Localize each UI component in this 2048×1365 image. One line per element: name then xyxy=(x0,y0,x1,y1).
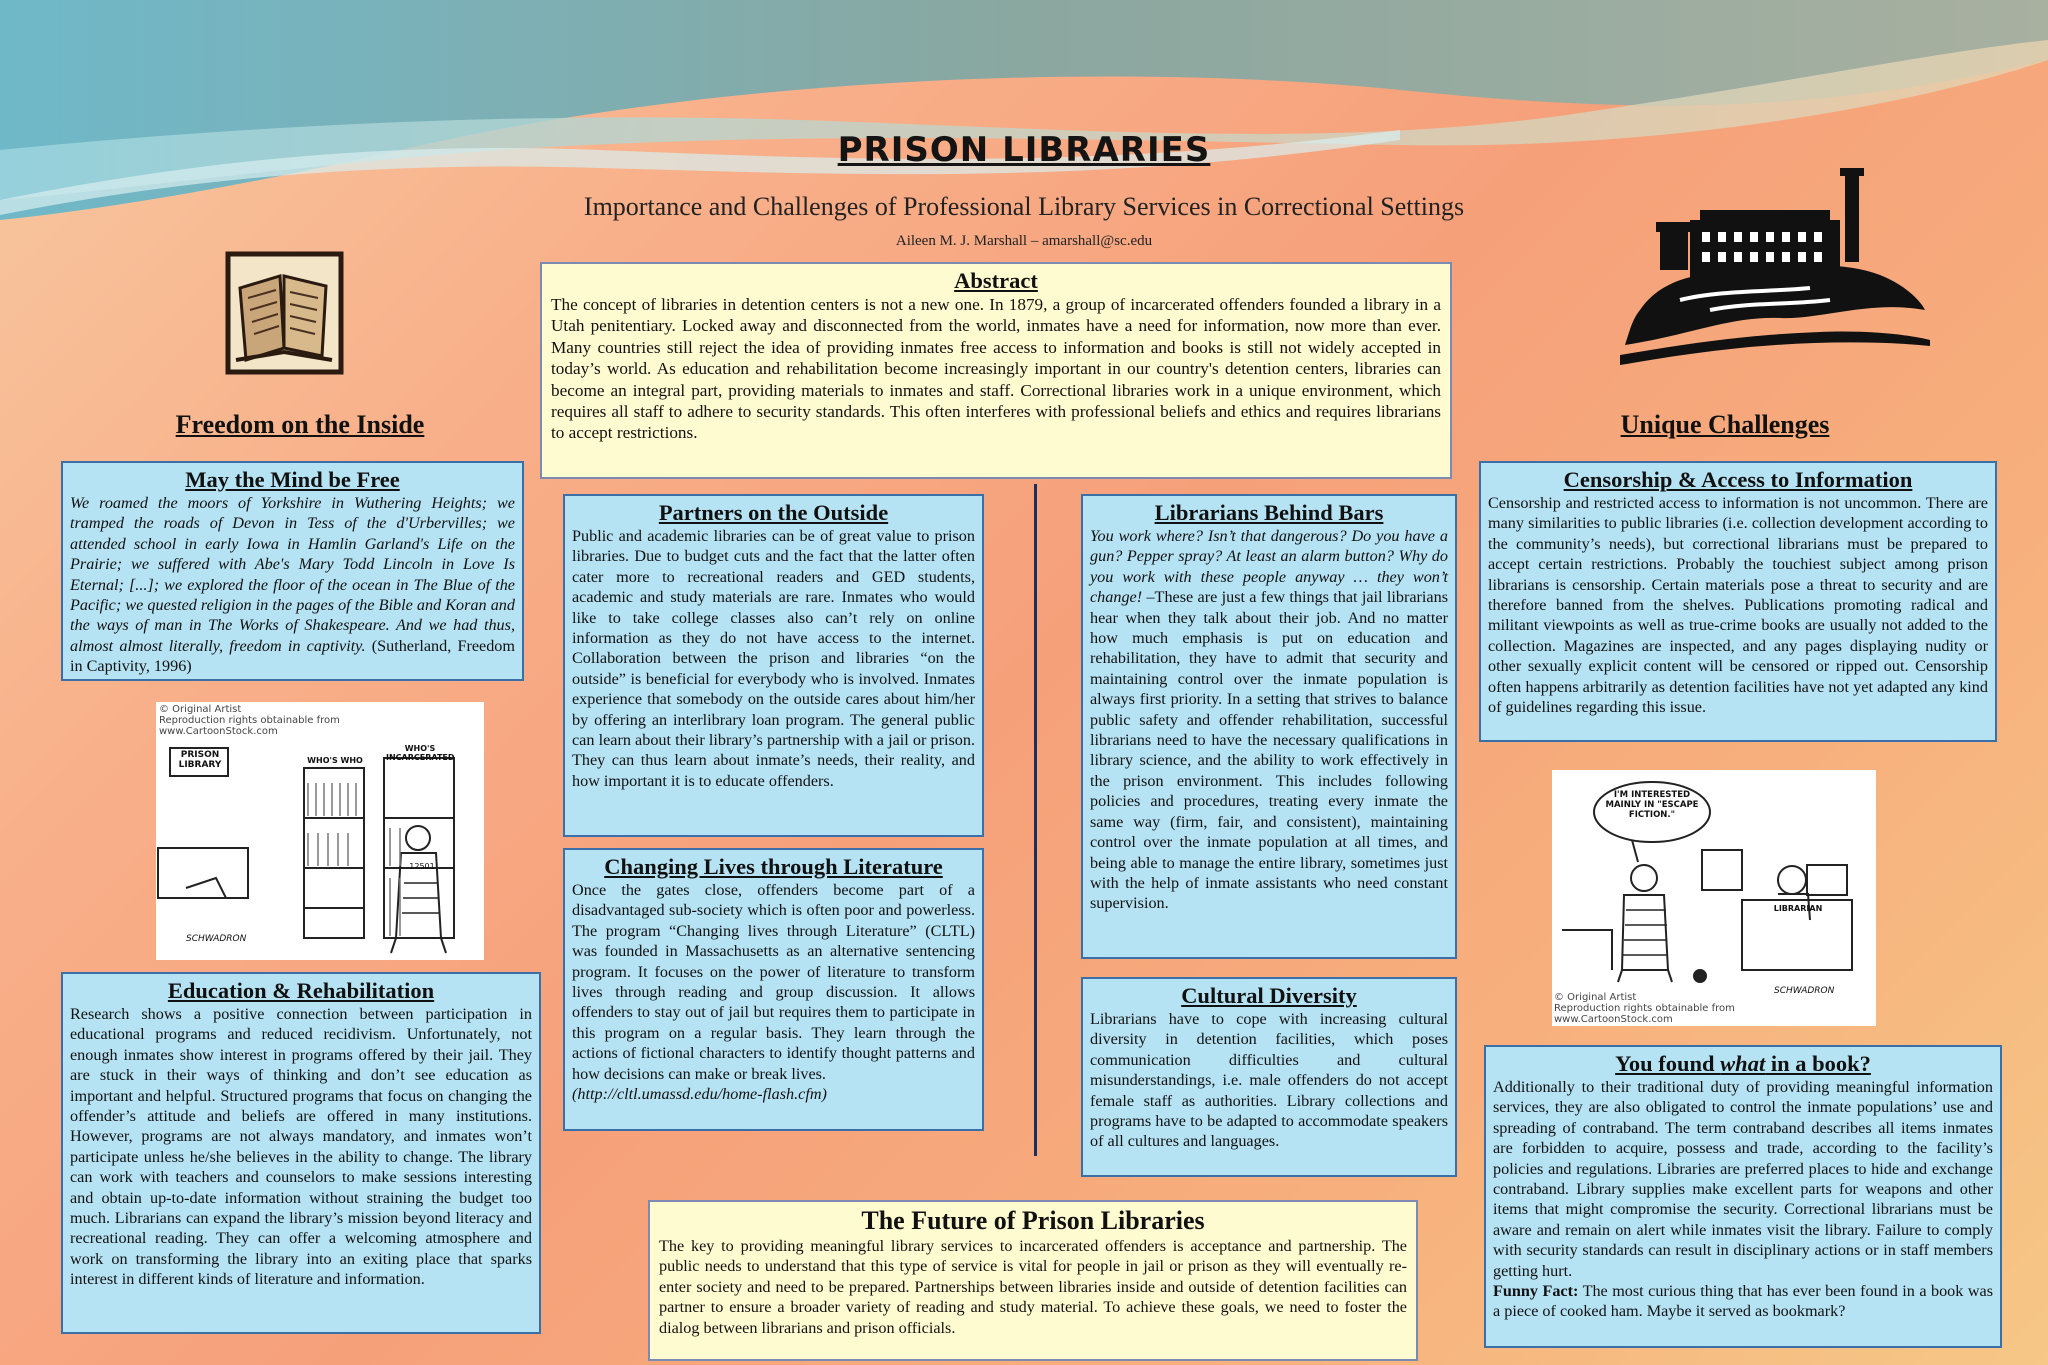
found-panel xyxy=(1484,1045,2002,1348)
abstract-heading: Abstract xyxy=(954,268,1038,293)
education-text: Research shows a positive connection between participation in educational programs and reduced recidivism. Unfortunately, not enough inmates show interest in programs offered by their jail. They are stuck in their ways of thinking and don’t see education as important and helpful. Structured programs that focus on changing the offender’s attitude and beliefs are offered in many institutions. However, programs are not always mandatory, and inmates won’t participate unless he/she believes in the ability to change. The library can work with teachers and counselors to make sessions interesting and obtain up-to-date information without straining the budget too much. Librarians can expand the library’s mission beyond literacy and recreational reading. They can offer a welcoming atmosphere and work on transforming the library into an exiting place that sparks interest in different kinds of literature and information. xyxy=(70,1005,532,1289)
cartoon-right-desk: LIBRARIAN xyxy=(1773,904,1823,913)
changing-heading: Changing Lives through Literature xyxy=(604,854,943,879)
cartoon-left-sign2: WHO'S WHO xyxy=(307,756,363,765)
abstract-text: The concept of libraries in detention centers is not a new one. In 1879, a group of incarcerated offenders founded a library in a Utah penitentiary. Locked away and disconnected from the world, inmates have a need for information, now more than ever. Many countries still reject the idea of providing inmates free access to information and books is still not widely accepted in today’s world. As education and rehabilitation become increasingly important in our country's detention centers, libraries can become an integral part, providing materials to inmates and staff. Correctional libraries work in a unique environment, which requires all staff to adhere to security standards. This often interferes with professional beliefs and ethics and requires librarians to accept restrictions. xyxy=(551,295,1441,443)
cartoon-left-credit2: Reproduction rights obtainable from xyxy=(159,715,340,726)
funny-fact-text: The most curious thing that has ever been found in a book was a piece of cooked ham. Maybe it served as bookmark? xyxy=(1493,1282,1994,1321)
left-section-heading: Freedom on the Inside xyxy=(175,410,425,439)
cartoon-left-drawing xyxy=(156,738,484,960)
cartoon-prison-library xyxy=(156,702,484,960)
changing-link[interactable]: (http://cltl.umassd.edu/home-flash.cfm) xyxy=(572,1085,827,1104)
diversity-text: Librarians have to cope with increasing cultural diversity in detention facilities, which poses communication difficulties and cultural misunderstandings, i.e. male offenders do not accept female staff as authorities. Library collections and programs have to be adapted to accommodate speakers of all cultures and languages. xyxy=(1090,1010,1448,1151)
behind-heading: Librarians Behind Bars xyxy=(1154,500,1384,525)
censorship-heading: Censorship & Access to Information xyxy=(1563,467,1913,492)
mind-quote: We roamed the moors of Yorkshire in Wuthering Heights; we tramped the roads of Devon in Tess of the d'Urbervilles; we attended school in early Iowa in Hamlin Garland's Life on the Prairie; we suffered with Abe's Mary Todd Lincoln in Love Is Eternal; [...]; we explored the floor of the ocean in The Blue of the Pacific; we quested religion in the pages of the Bible and Koran and the ways of man in The Works of Shakespeare. And we had thus, almost almost literally, freedom in captivity. xyxy=(70,494,515,655)
found-heading xyxy=(1493,1051,1993,1077)
funny-fact-label: Funny Fact: xyxy=(1493,1282,1579,1301)
partners-text: Public and academic libraries can be of great value to prison libraries. Due to budget cuts and the fact that the latter often cater more to recreational readers and GED students, academic and study materials are rare. Inmates who would like to take college classes also can’t rely on online information as they do not have access to the internet. Collaboration between the prison and libraries “on the outside” is beneficial for everybody who is involved. Inmates experience that somebody on the outside cares about him/her by offering an interlibrary loan program. The general public can learn about their library’s partnership with a jail or prison. They can thus learn about inmate’s needs, their reality, and how important it is to educate offenders. xyxy=(572,527,975,790)
cartoon-left-sign1: PRISON LIBRARY xyxy=(178,750,222,770)
found-heading-post: in a book? xyxy=(1765,1051,1871,1076)
cartoon-right-speech: I'M INTERESTED MAINLY IN "ESCAPE FICTION." xyxy=(1605,790,1699,820)
center-divider xyxy=(1034,484,1037,1156)
cartoon-right-artist: SCHWADRON xyxy=(1774,986,1835,996)
censorship-text: Censorship and restricted access to information is not uncommon. There are many similarities to public libraries (i.e. collection development according to the community’s needs), but correctional librarians must be prepared to accept certain restrictions. Probably the touchiest subject among prison librarians is censorship. Certain materials pose a threat to security and are therefore banned from the shelves. Publications promoting radical and militant viewpoints as well as true-crime books are usually not added to the collection. Magazines are inspected, and any pages displaying nudity or other sexually explicit content will be censored or ripped out. Censorship often happens arbitrarily as detention facilities have not yet adapted any kind of guidelines regarding this issue. xyxy=(1488,494,1988,717)
diversity-heading: Cultural Diversity xyxy=(1181,983,1357,1008)
prison-island-icon xyxy=(1620,160,1930,370)
cartoon-right-credit1: © Original Artist xyxy=(1554,992,1637,1003)
changing-panel xyxy=(563,848,984,1131)
future-heading: The Future of Prison Libraries xyxy=(861,1206,1205,1235)
future-text: The key to providing meaningful library services to incarcerated offenders is acceptance and partnership. The public needs to understand that this type of service is vital for people in jail or prison as they will eventually re-enter society and need to be prepared. Partnerships between libraries inside and outside of detention facilities can partner to ensure a broader variety of reading and study material. To achieve these goals, we need to foster the dialog between librarians and prison officials. xyxy=(659,1237,1407,1337)
cartoon-right-credit3: www.CartoonStock.com xyxy=(1554,1014,1673,1025)
mind-citation: (Sutherland, Freedom in Captivity, 1996) xyxy=(70,636,515,676)
right-section-heading: Unique Challenges xyxy=(1620,410,1830,439)
behind-panel xyxy=(1081,494,1457,959)
education-heading: Education & Rehabilitation xyxy=(167,978,435,1003)
cartoon-right-drawing xyxy=(1552,770,1876,988)
cartoon-left-number: 12501 xyxy=(409,862,435,871)
cartoon-left-credit3: www.CartoonStock.com xyxy=(159,726,278,737)
found-heading-pre: You found xyxy=(1615,1051,1721,1076)
diversity-panel xyxy=(1081,977,1457,1177)
censorship-panel xyxy=(1479,461,1997,742)
poster-subtitle: Importance and Challenges of Professional Library Services in Correctional Settings xyxy=(583,192,1465,221)
poster-title: PRISON LIBRARIES xyxy=(837,130,1211,170)
abstract-panel xyxy=(540,262,1452,479)
cartoon-left-artist: SCHWADRON xyxy=(186,934,247,944)
behind-quote: You work where? Isn’t that dangerous? Do you have a gun? Pepper spray? At least an alarm button? Why do you work with these people anyway … they won’t change! xyxy=(1090,527,1448,607)
cartoon-escape-fiction xyxy=(1552,770,1876,1026)
education-panel xyxy=(61,972,541,1334)
cartoon-left-credit1: © Original Artist xyxy=(159,704,242,715)
cartoon-right-credit2: Reproduction rights obtainable from xyxy=(1554,1003,1735,1014)
future-panel xyxy=(648,1200,1418,1361)
mind-heading: May the Mind be Free xyxy=(185,467,400,492)
book-icon xyxy=(222,248,347,378)
partners-panel xyxy=(563,494,984,837)
cartoon-left-sign3: WHO'S INCARCERATED xyxy=(386,744,455,762)
behind-text: –These are just a few things that jail librarians hear when they talk about their job. And no matter how much emphasis is put on education and rehabilitation, they have to admit that security and maintaining control over the inmate population is always first priority. In a setting that strives to balance public safety and offender rehabilitation, successful librarians need to have the necessary qualifications in library science, and the ability to work effectively in the prison environment. This includes following policies and procedures, treating every inmate the same way (firm, fair, and consistent), maintaining control over the inmate population at all times, and being able to manage the entire library, sometimes just with the help of inmate assistants who need constant supervision. xyxy=(1090,588,1448,913)
poster-author: Aileen M. J. Marshall – amarshall@sc.edu xyxy=(895,233,1153,249)
found-text: Additionally to their traditional duty of providing meaningful information services, they are also obligated to control the inmate populations’ use and spreading of contraband. The term contraband describes all items inmates are forbidden to acquire, possess and trade, according to the facility’s policies and regulations. Libraries are preferred places to hide and exchange contraband. Library supplies make excellent parts for weapons and other items that might compromise the security. Correctional librarians must be aware and remain on alert while inmates visit the library. Failure to comply with security standards can result in disciplinary actions or in staff members getting hurt. xyxy=(1493,1078,1993,1280)
changing-text: Once the gates close, offenders become part of a disadvantaged sub-society which is often poor and powerless. The program “Changing lives through Literature” (CLTL) was founded in Massachusetts as an alternative sentencing program. It focuses on the power of literature to transform lives through reading and group discussion. It allows offenders to stay out of jail but requires them to participate in this program on a regular basis. They learn through the actions of fictional characters to identify thought patterns and how decisions can make or break lives. xyxy=(572,881,975,1083)
found-heading-em: what xyxy=(1720,1051,1766,1076)
partners-heading: Partners on the Outside xyxy=(658,500,889,525)
mind-panel xyxy=(61,461,524,681)
